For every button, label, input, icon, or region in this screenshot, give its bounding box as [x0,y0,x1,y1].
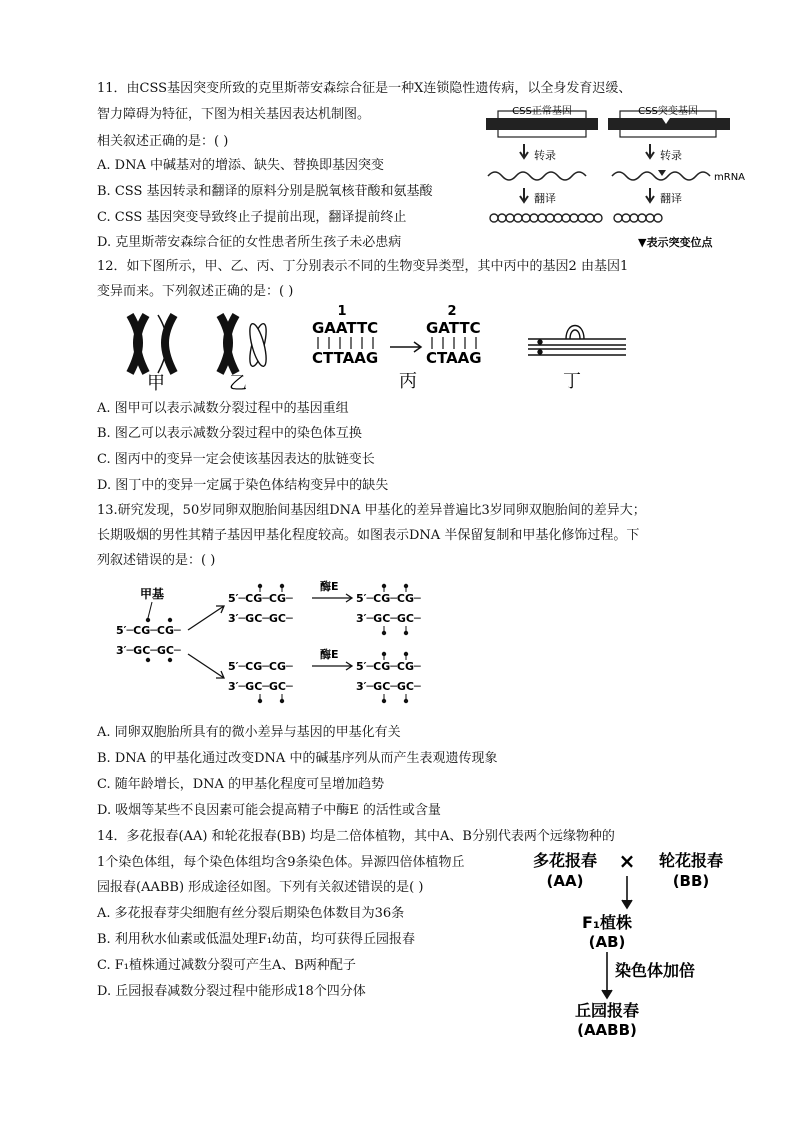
doubling-arrow-icon [602,952,612,998]
methyl-group-icon [168,618,172,622]
orig-strand-5: 5′─CG─CG─ [116,624,181,637]
gene1-number: 1 [337,305,347,319]
chromosome-pair-jia [130,315,174,373]
gene1-bottom-strand: CTTAAG [312,349,379,367]
chromosome-doubling-label: 染色体加倍 [615,961,696,980]
normal-transcription-label: 转录 [534,149,556,162]
q14-option-d: D. 丘园报春减数分裂过程中能形成18个四分体 [97,984,366,999]
gene2-bottom-strand: CTAAG [426,349,482,367]
parent2-name: 轮花报春 [658,851,724,870]
normal-gene-label: CSS正常基因 [512,106,572,117]
gene1-top-strand: GAATTC [312,319,379,337]
q12-option-c: C. 图丙中的变异一定会使该基因表达的肽链变长 [97,452,375,467]
q13-stem-line3: 列叙述错误的是：( ) [97,553,216,568]
mrna-strand [488,172,586,180]
f1-genome: (AB) [588,933,626,951]
methylation-arrow-icon [312,594,352,602]
polyploid-breeding-figure [515,848,770,1040]
gene2-bonds [432,337,476,349]
variation-types-figure [120,305,640,395]
cross-arrow-icon [622,876,632,908]
q11-stem-line3: 相关叙述正确的是：( ) [97,134,229,149]
bottom-daughter-strand-3: 3′─GC─GC─ [228,680,293,693]
replication-arrow-icon [188,654,224,678]
result-genome: (AABB) [577,1021,637,1039]
q14-option-a: A. 多花报春芽尖细胞有丝分裂后期染色体数目为36条 [97,906,405,921]
q14-option-b: B. 利用秋水仙素或低温处理F₁幼苗，均可获得丘园报春 [97,932,416,947]
bottom-daughter-strand-5: 5′─CG─CG─ [228,660,293,673]
mutant-transcription-label: 转录 [660,149,682,162]
cross-symbol: × [618,849,636,873]
q11-option-c: C. CSS 基因突变导致终止子提前出现，翻译提前终止 [97,210,407,225]
bottom-result-strand-3: 3′─GC─GC─ [356,680,421,693]
mutant-peptide-chain [614,214,662,222]
gene-expression-figure [478,104,768,254]
methyl-group-icon [146,618,150,622]
q13-stem-line1: 13.研究发现，50岁同卵双胞胎间基因组DNA 甲基化的差异普遍比3岁同卵双胞胎间的差异大； [97,503,646,518]
enzyme-e-label-bottom: 酶E [320,648,339,661]
q11-option-b: B. CSS 基因转录和翻译的原料分别是脱氧核苷酸和氨基酸 [97,184,433,199]
dna-methylation-figure [112,578,452,706]
q14-option-c: C. F₁植株通过减数分裂可产生A、B两种配子 [97,958,356,973]
q12-stem-line2: 变异而来。下列叙述正确的是：( ) [97,284,294,299]
parent1-name: 多花报春 [532,851,598,870]
q13-option-b: B. DNA 的甲基化通过改变DNA 中的碱基序列从而产生表观遗传现象 [97,751,498,766]
top-result-strand-3: 3′─GC─GC─ [356,612,421,625]
chromosome-pair-yi [220,315,269,373]
label-jia: 甲 [147,373,165,394]
transcription-arrow-icon [520,144,528,158]
top-daughter-strand-3: 3′─GC─GC─ [228,612,293,625]
top-daughter-strand-5: 5′─CG─CG─ [228,592,293,605]
normal-translation-label: 翻译 [534,192,556,205]
methyl-group-icon [146,658,150,662]
parent2-genome: (BB) [672,872,710,890]
q13-option-a: A. 同卵双胞胎所具有的微小差异与基因的甲基化有关 [97,725,401,740]
normal-peptide-chain [490,214,602,222]
f1-plant-label: F₁植株 [582,913,632,932]
q11-option-d: D. 克里斯蒂安森综合征的女性患者所生孩子未必患病 [97,235,402,250]
mutation-legend: ▼表示突变位点 [638,236,713,249]
transcription-arrow-icon [646,144,654,158]
mutant-gene-bar [608,118,730,130]
methylation-arrow-icon [312,662,352,670]
q11-option-a: A. DNA 中碱基对的增添、缺失、替换即基因突变 [97,158,384,173]
q14-stem-line2: 1个染色体组，每个染色体组均含9条染色体。异源四倍体植物丘 [97,855,465,870]
label-ding: 丁 [563,371,581,392]
q12-option-d: D. 图丁中的变异一定属于染色体结构变异中的缺失 [97,478,389,493]
mrna-label: mRNA [714,172,746,183]
bottom-result-strand-5: 5′─CG─CG─ [356,660,421,673]
translation-arrow-icon [520,188,528,202]
replication-arrow-icon [188,606,224,630]
translation-arrow-icon [646,188,654,202]
chromosome-loop-ding [528,326,626,356]
q12-option-b: B. 图乙可以表示减数分裂过程中的染色体互换 [97,426,362,441]
orig-strand-3: 3′─GC─GC─ [116,644,181,657]
result-plant-label: 丘园报春 [574,1001,640,1020]
mutation-arrow-icon [390,342,421,352]
q12-option-a: A. 图甲可以表示减数分裂过程中的基因重组 [97,401,349,416]
top-result-strand-5: 5′─CG─CG─ [356,592,421,605]
q14-stem-line3: 园报春(AABB) 形成途径如图。下列有关叙述错误的是( ) [97,880,424,895]
methyl-group-icon [168,658,172,662]
q13-option-d: D. 吸烟等某些不良因素可能会提高精子中酶E 的活性或含量 [97,803,441,818]
q11-stem-line2: 智力障碍为特征，下图为相关基因表达机制图。 [97,107,371,122]
label-yi: 乙 [229,373,247,394]
enzyme-e-label-top: 酶E [320,580,339,593]
q14-stem-line1: 14．多花报春(AA) 和轮花报春(BB) 均是二倍体植物，其中A、B分别代表两个远缘物种的 [97,829,615,844]
gene2-top-strand: GATTC [426,319,481,337]
mutant-gene-label: CSS突变基因 [638,106,698,117]
gene1-bonds [318,337,373,349]
q13-option-c: C. 随年龄增长，DNA 的甲基化程度可呈增加趋势 [97,777,385,792]
normal-gene-bar [486,118,598,130]
methyl-label: 甲基 [140,587,165,601]
q11-stem-line1: 11．由CSS基因突变所致的克里斯蒂安森综合征是一种X连锁隐性遗传病，以全身发育迟缓、 [97,81,632,96]
q13-stem-line2: 长期吸烟的男性其精子基因甲基化程度较高。如图表示DNA 半保留复制和甲基化修饰过程。下 [97,528,640,543]
mutant-translation-label: 翻译 [660,192,682,205]
parent1-genome: (AA) [546,872,584,890]
label-bing: 丙 [399,371,417,392]
q12-stem-line1: 12．如下图所示，甲、乙、丙、丁分别表示不同的生物变异类型，其中丙中的基因2 由基因1 [97,259,629,274]
gene2-number: 2 [447,305,457,319]
